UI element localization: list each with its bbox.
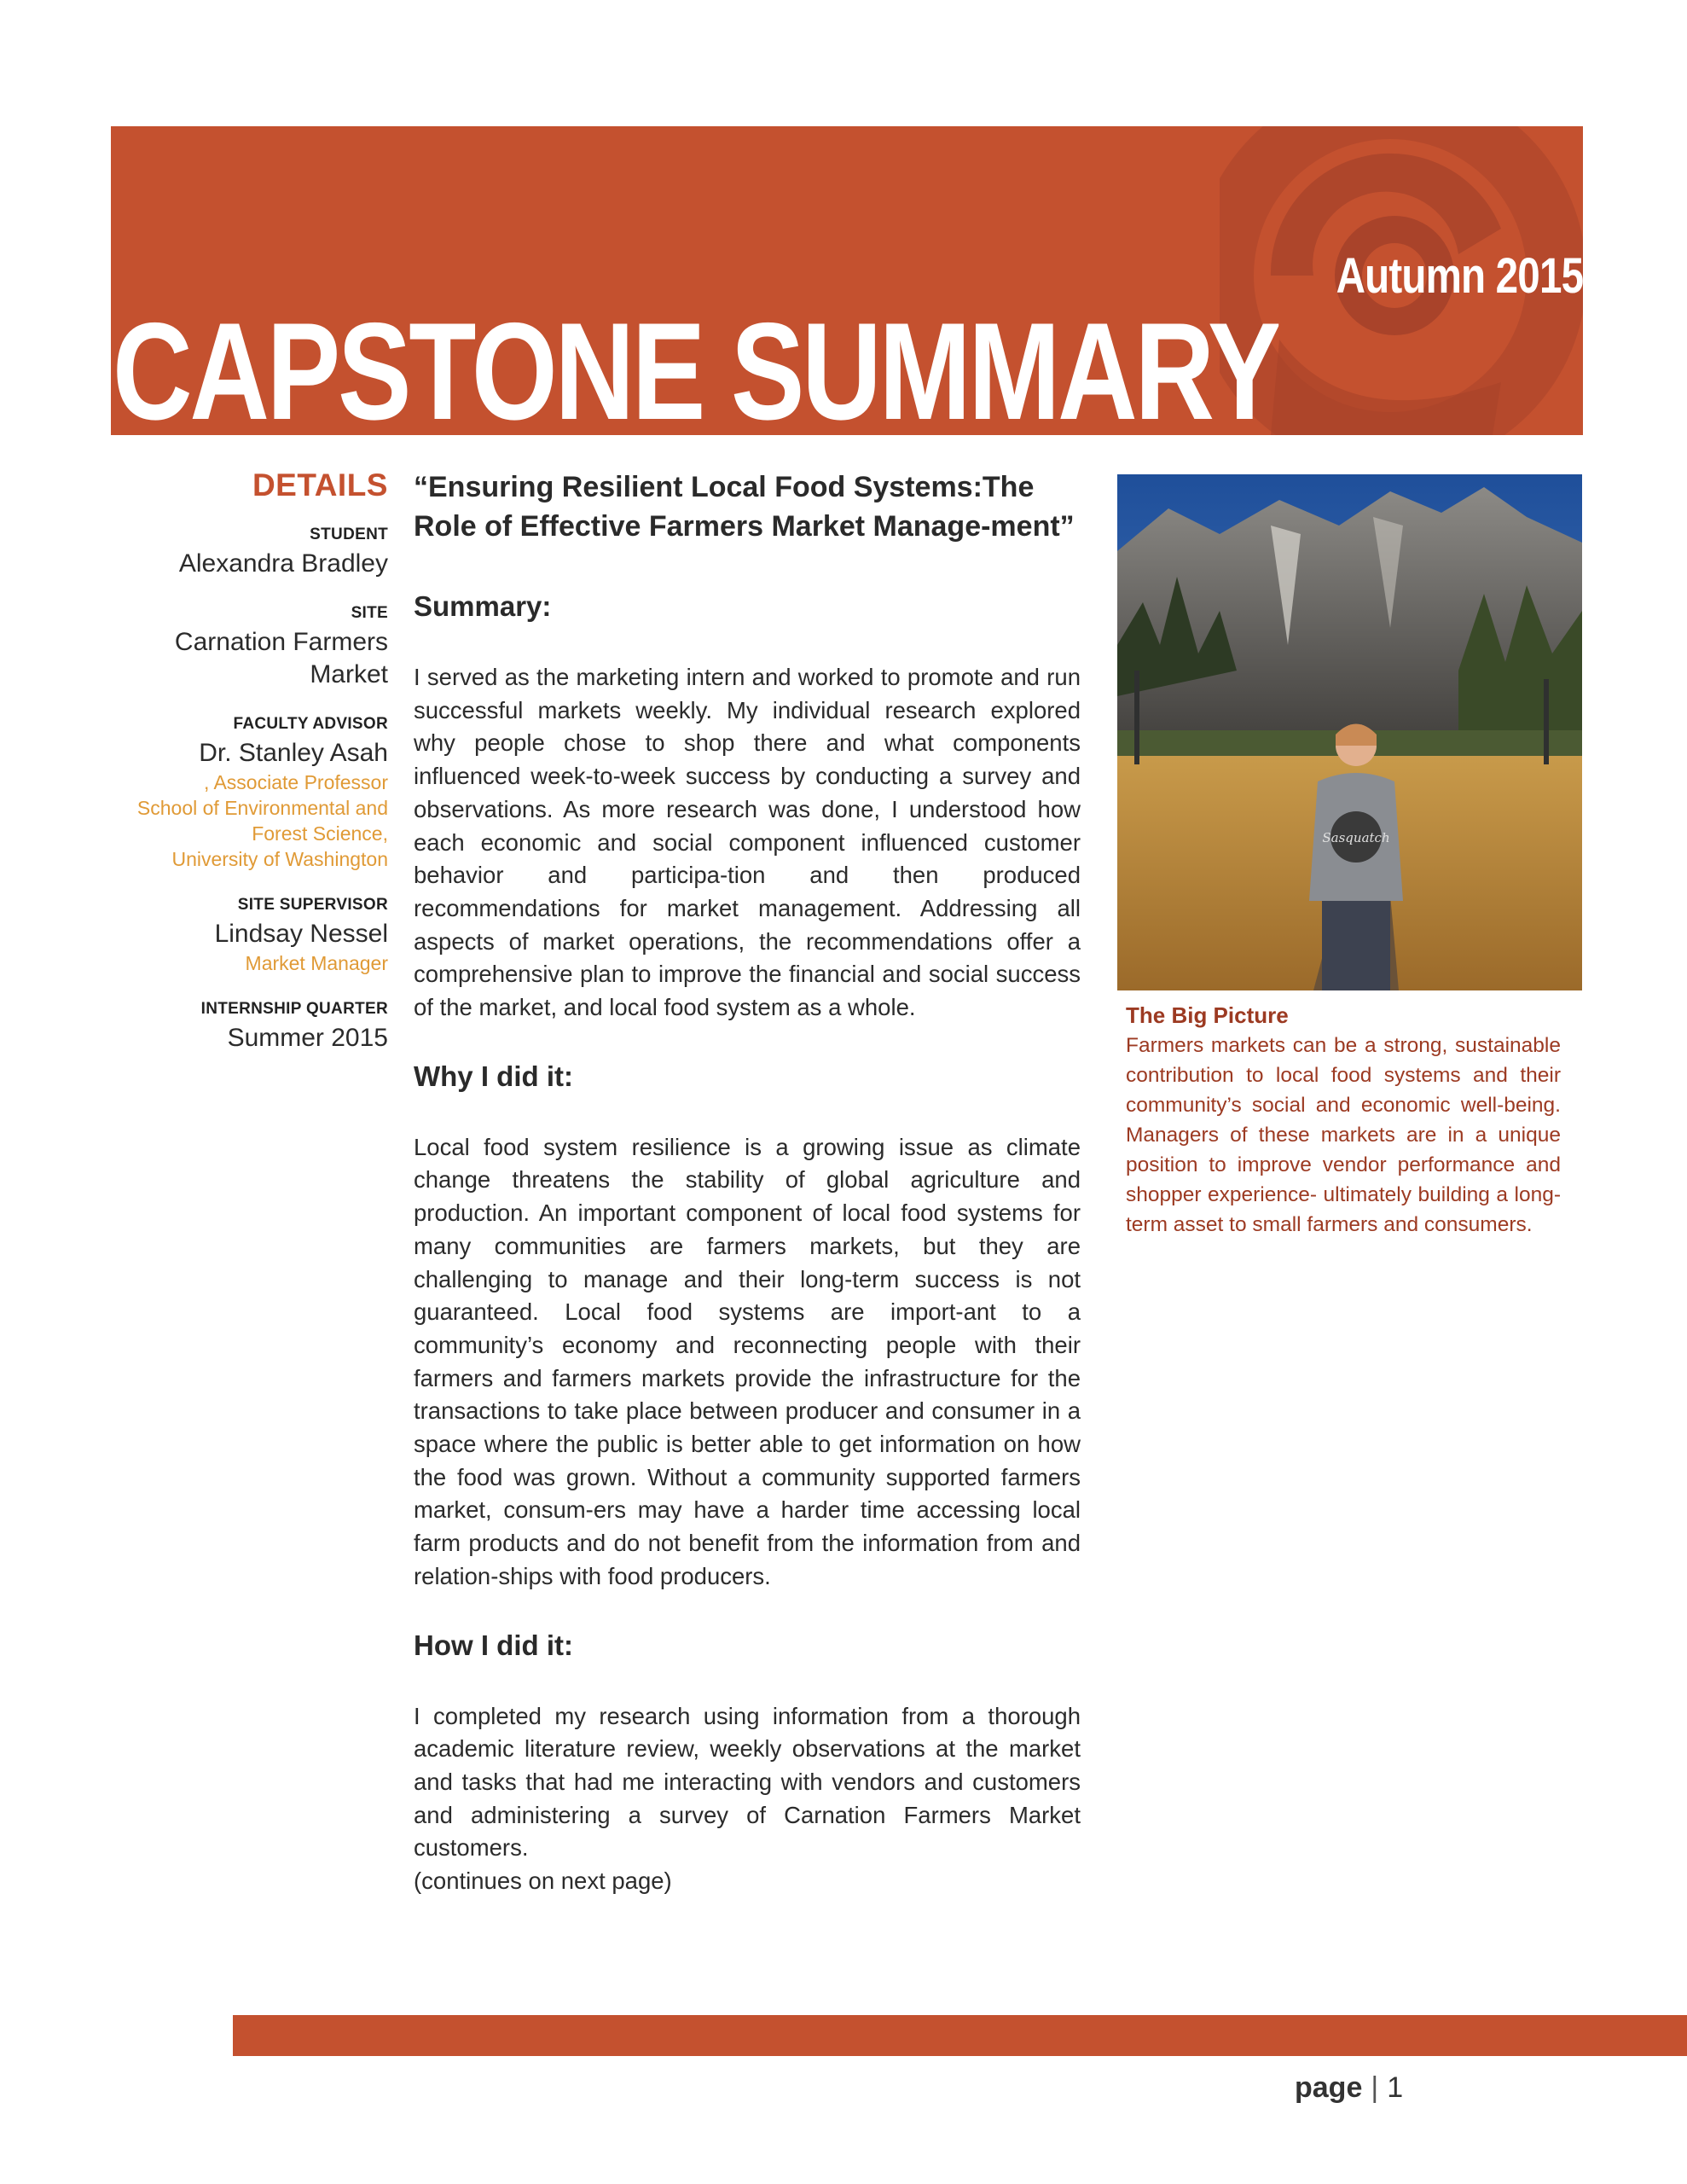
footer-bar: [233, 2015, 1687, 2056]
site-label: SITE: [351, 604, 388, 622]
student-name: Alexandra Bradley: [178, 549, 388, 578]
why-text: Local food system resilience is a growing issue as climate change threatens the stability of global agriculture and production. An important component of local food systems for many communities are farmers markets, but they are challenging to manage and their long-term success is not guaranteed. Local food systems are import-ant to a community’s economy and reconnecting people with their farmers and farmers markets provide the infrastructure for the transactions to take place between producer and consumer in a space where the public is better able to get information on how the food was grown. Without a community supported farmers market, consum-ers may have a harder time accessing local farm products and do not benefit from the information from and relation-ships with food producers.: [414, 1133, 1081, 1589]
page-separator: |: [1371, 2071, 1379, 2104]
faculty-university: University of Washington: [171, 848, 388, 870]
supervisor-label: SITE SUPERVISOR: [237, 896, 388, 914]
site-name-line1: Carnation Farmers: [174, 628, 388, 656]
why-heading: Why I did it:: [414, 1060, 573, 1092]
page-number: [1295, 2071, 1403, 2105]
details-sidebar: [85, 468, 388, 1078]
how-text: I completed my research using information from a thorough academic literature review, weekly observations at the market and tasks that had me interacting with vendors and customers and administering a survey of Carnation Farmers Market customers.: [414, 1702, 1081, 1862]
site-name-line2: Market: [310, 660, 388, 688]
aside-text: Farmers markets can be a strong, sustainable contribution to local food systems and their community’s social and economic well-being. Managers of these markets are in a unique position to improve vendor performance and shopper experience- ultimately building a long-term asset to small farmers and consumers.: [1126, 1034, 1561, 1236]
faculty-dept: Forest Science,: [252, 822, 388, 845]
faculty-school: School of Environmental and: [136, 797, 388, 819]
continues-note: (continues on next page): [414, 1867, 672, 1895]
student-block: [85, 526, 388, 580]
quarter-block: [85, 1000, 388, 1054]
details-heading: DETAILS: [252, 468, 388, 502]
page-title: CAPSTONE SUMMARY: [113, 303, 1279, 435]
big-picture-aside: [1126, 1002, 1561, 1240]
site-block: [85, 604, 388, 691]
page-number-value: 1: [1387, 2071, 1404, 2104]
article-title: “Ensuring Resilient Local Food Systems:The Role of Effective Farmers Market Manage-ment”: [414, 471, 1075, 543]
season-label: Autumn 2015: [1336, 248, 1583, 304]
page-word: page: [1295, 2071, 1363, 2104]
landscape-photo: [1117, 474, 1582, 990]
supervisor-role: Market Manager: [245, 952, 388, 974]
faculty-title: , Associate Professor: [203, 771, 388, 793]
quarter-label: INTERNSHIP QUARTER: [200, 1000, 388, 1018]
summary-heading: Summary:: [414, 590, 552, 622]
faculty-block: [85, 715, 388, 872]
summary-text: I served as the marketing intern and worked to promote and run successful markets weekly. My individual research explored why people chose to shop there and what components influenced week-to-week success by conducting a survey and observations. As more research was done, I understood how each economic and social component influenced customer behavior and participa-tion and then produced recommendations for market management. Addressing all aspects of market operations, the recommendations offer a comprehensive plan to improve the financial and social success of the market, and local food system as a whole.: [414, 664, 1081, 1021]
photo-illustration: [1117, 474, 1582, 990]
student-label: STUDENT: [310, 526, 388, 543]
aside-title: The Big Picture: [1126, 1002, 1289, 1028]
supervisor-name: Lindsay Nessel: [214, 920, 388, 948]
how-heading: How I did it:: [414, 1629, 573, 1661]
quarter-value: Summer 2015: [227, 1024, 388, 1052]
shirt-text: Sasquatch: [1322, 830, 1390, 845]
faculty-name: Dr. Stanley Asah: [199, 739, 388, 767]
supervisor-block: [85, 896, 388, 976]
faculty-label: FACULTY ADVISOR: [233, 715, 388, 733]
article-column: [414, 468, 1081, 1898]
